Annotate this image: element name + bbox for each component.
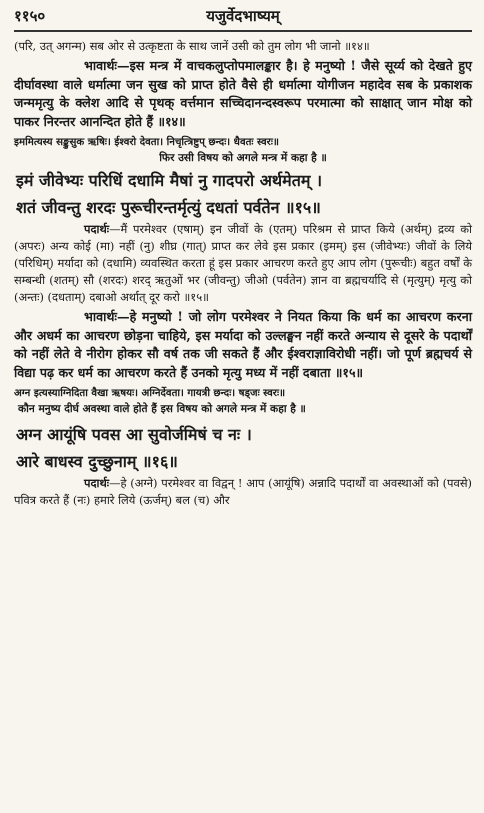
header-rule [14, 30, 472, 32]
bhavarth-15 [14, 308, 472, 382]
page-header [14, 6, 472, 26]
padarth-text: —मैं परमेश्वर (एषाम्) इन जीवों के (एतम्) परिश्रम से प्राप्त किये (अर्थम्) द्रव्य को (अपरः) अन्य कोई (मा) नहीं (नु) शीघ्र (गात्) प्राप्त कर लेवे इस प्रकार (इमम्) इस (जीवेभ्यः) जीवों के लिये (परिधिम्) मर्यादा को (दधामि) व्यवस्थित करता हूं इस प्रकार आचरण करते हुए आप लोग (पुरूचीः) बहुत वर्षों के सम्बन्धी (शतम्) सौ (शरदः) शरद् ऋतुओं भर (जीवन्तु) जीओ (पर्वतेन) ज्ञान वा ब्रह्मचर्यादि से (मृत्युम्) मृत्यु को (अन्तः) (दधताम्) दबाओ अर्थात् दूर करो ॥१५॥ [14, 222, 472, 304]
page-number: ११५० [14, 7, 46, 25]
mantra-16-line-1: अग्न आयूंषि पवस आ सुवोर्जमिषं च नः । [16, 425, 252, 444]
rishi-devata-line-15: इममित्यस्य सङ्कुसुक ऋषिः। ईश्वरो देवता। निचृत्त्रिष्टुप् छन्दः। धैवतः स्वरः॥ [14, 136, 279, 148]
bhavarth-14 [14, 57, 472, 131]
mantra-15-line-2: शतं जीवन्तु शरदः पुरूचीरन्तर्मृत्युं दधतां पर्वतेन ॥१५॥ [16, 198, 321, 217]
intro-line-15: फिर उसी विषय को अगले मन्त्र में कहा है ॥ [159, 152, 327, 164]
padarth-15 [14, 221, 472, 306]
page-title: यजुर्वेदभाष्यम् [206, 7, 280, 25]
padarth-label: पदार्थः [84, 476, 110, 490]
mantra-15-line-1: इमं जीवेभ्यः परिधिं दधामि मैषां नु गादपरो अर्थमेतम् । [16, 171, 323, 190]
intro-line-16: कौन मनुष्य दीर्घ अवस्था वाले होते हैं इस विषय को अगले मन्त्र में कहा है ॥ [18, 403, 306, 415]
padarth-label: पदार्थः [84, 222, 110, 236]
bhavarth-text: —इस मन्त्र में वाचकलुप्तोपमालङ्कार है। हे मनुष्यो ! जैसे सूर्य्य को देखते हुए दीर्घावस्था वाले धर्मात्मा जन सुख को प्राप्त होते वैसे ही धर्मात्मा योगीजन महादेव सब के प्रकाशक जन्ममृत्यु के क्लेश आदि से पृथक् वर्त्तमान सच्चिदानन्दस्वरूप परमात्मा को साक्षात् जान मोक्ष को पाकर निरन्तर आनन्दित होते हैं ॥१४॥ [14, 58, 472, 129]
rishi-devata-line-16: अग्न इत्यस्याग्निदिता वैखा ऋषयः। अग्निर्देवता। गायत्री छन्दः। षड्जः स्वरः॥ [14, 387, 286, 399]
previous-meaning-tail: (परि, उत् अगन्म) सब ओर से उत्कृष्टता के साथ जानें उसी को तुम लोग भी जानो ॥१४॥ [14, 39, 370, 53]
bhavarth-label: भावार्थः [84, 309, 117, 324]
bhavarth-text: —हे मनुष्यो ! जो लोग परमेश्वर ने नियत किया कि धर्म का आचरण करना और अधर्म का आचरण छोड़ना चाहिये, इस मर्यादा को उल्लङ्घन नहीं करते अन्याय से दूसरे के पदार्थों को नहीं लेते वे नीरोग होकर सौ वर्ष तक जी सकते हैं और ईश्वराज्ञाविरोधी नहीं। जो पूर्ण ब्रह्मचर्य से विद्या पढ़ कर धर्म का आचरण करते हैं उनको मृत्यु मध्य में नहीं दबाता ॥१५॥ [14, 309, 472, 380]
padarth-text: —हे (अग्ने) परमेश्वर वा विद्वन् ! आप (आयूंषि) अन्नादि पदार्थों वा अवस्थाओं को (पवसे) पवित्र करते हैं (नः) हमारे लिये (ऊर्जम्) बल (च) और [14, 476, 472, 507]
mantra-16-line-2: आरे बाधस्व दुच्छुनाम् ॥१६॥ [16, 452, 178, 471]
bhavarth-label: भावार्थः [84, 58, 117, 73]
padarth-16 [14, 475, 472, 509]
